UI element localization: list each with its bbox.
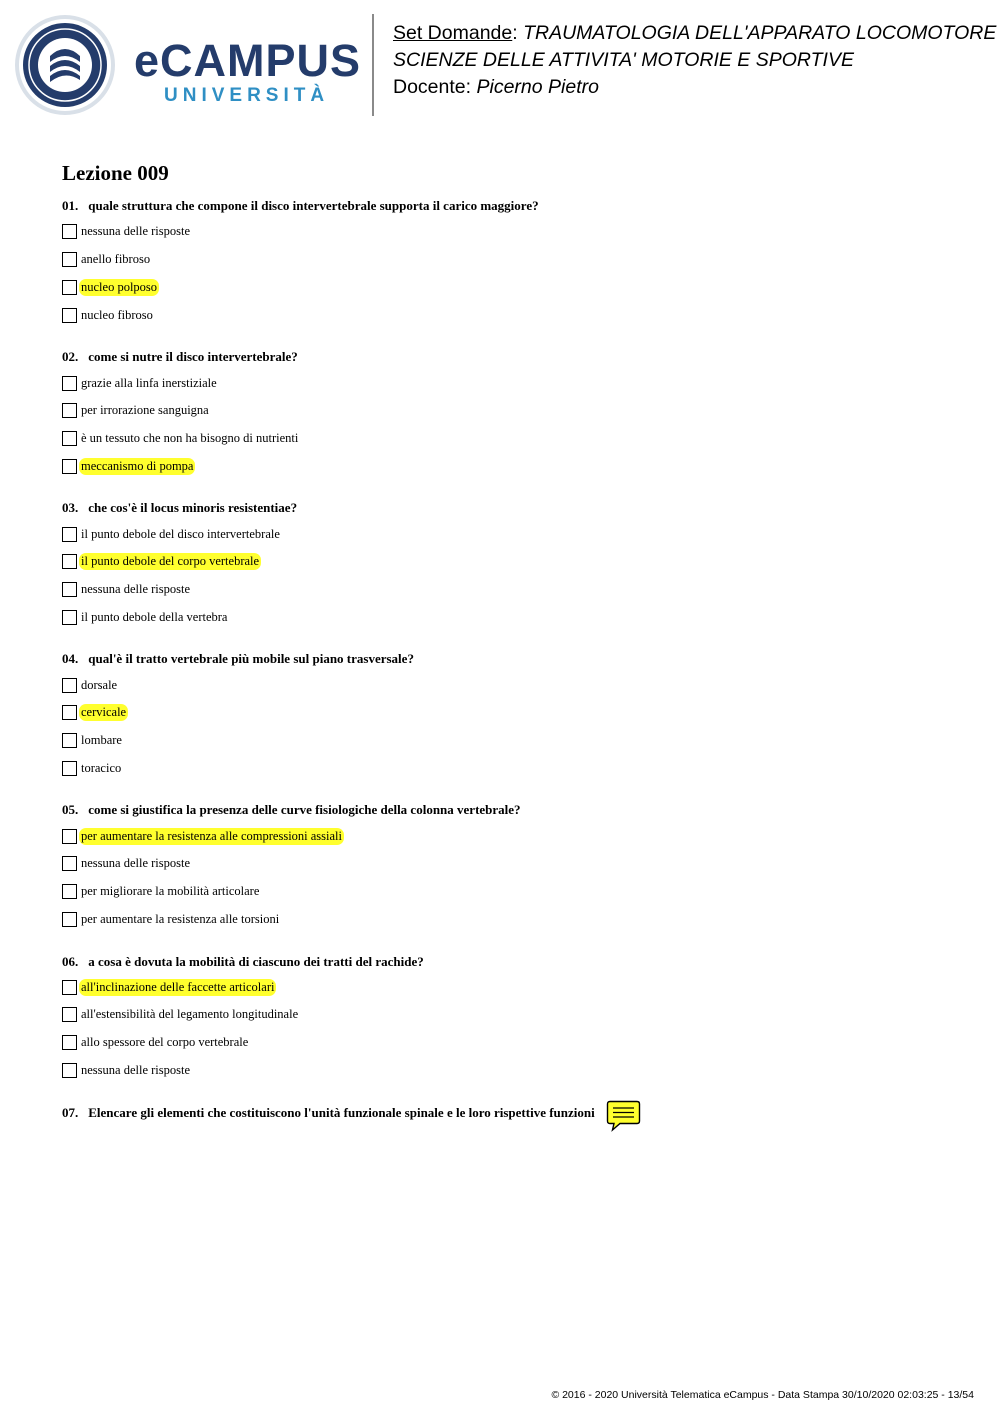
question-02 [62, 350, 298, 363]
checkbox[interactable] [62, 280, 77, 295]
degree-title: SCIENZE DELLE ATTIVITA' MOTORIE E SPORTIVE [393, 49, 854, 71]
header-divider [372, 14, 374, 116]
option-q05-a[interactable] [62, 828, 344, 845]
option-text: grazie alla linfa inerstiziale [81, 376, 217, 390]
option-q03-b[interactable] [62, 553, 261, 570]
question-number: 06. [62, 954, 79, 969]
question-text: a cosa è dovuta la mobilità di ciascuno dei tratti del rachide? [88, 954, 424, 969]
option-q06-b[interactable] [62, 1006, 300, 1023]
question-text: qual'è il tratto vertebrale più mobile sul piano trasversale? [88, 651, 414, 666]
option-q04-d[interactable] [62, 760, 123, 777]
checkbox[interactable] [62, 308, 77, 323]
page-footer: © 2016 - 2020 Università Telematica eCampus - Data Stampa 30/10/2020 02:03:25 - 13/54 [551, 1389, 974, 1401]
option-q06-c[interactable] [62, 1034, 250, 1051]
question-text: quale struttura che compone il disco intervertebrale supporta il carico maggiore? [88, 198, 539, 213]
option-text: nessuna delle risposte [81, 582, 191, 596]
checkbox[interactable] [62, 224, 77, 239]
option-text-highlighted: nucleo polposo [81, 280, 158, 294]
option-text: il punto debole della vertebra [81, 610, 228, 624]
checkbox[interactable] [62, 554, 77, 569]
checkbox[interactable] [62, 761, 77, 776]
question-number: 02. [62, 349, 79, 364]
question-03 [62, 501, 297, 514]
lesson-title: Lezione 009 [62, 161, 169, 185]
question-06 [62, 955, 424, 968]
option-text-highlighted: per aumentare la resistenza alle compressioni assiali [81, 829, 343, 843]
option-text: per migliorare la mobilità articolare [81, 884, 260, 898]
checkbox[interactable] [62, 884, 77, 899]
header-degree-line [393, 51, 854, 71]
option-q03-d[interactable] [62, 609, 229, 626]
option-q02-c[interactable] [62, 430, 300, 447]
option-text: per aumentare la resistenza alle torsioni [81, 912, 280, 926]
question-number: 03. [62, 500, 79, 515]
option-text: anello fibroso [81, 252, 151, 266]
option-text-highlighted: cervicale [81, 705, 127, 719]
question-07 [62, 1106, 595, 1119]
option-q06-d[interactable] [62, 1062, 192, 1079]
header-set-line: Set Domande: TRAUMATOLOGIA DELL'APPARATO LOCOMOTORE [393, 22, 997, 44]
checkbox[interactable] [62, 829, 77, 844]
option-text-highlighted: meccanismo di pompa [81, 459, 194, 473]
course-title: TRAUMATOLOGIA DELL'APPARATO LOCOMOTORE [523, 22, 997, 44]
option-text: è un tessuto che non ha bisogno di nutrienti [81, 431, 299, 445]
option-q01-c[interactable] [62, 279, 159, 296]
question-number: 05. [62, 802, 79, 817]
header-teacher-line [393, 78, 599, 98]
checkbox[interactable] [62, 733, 77, 748]
checkbox[interactable] [62, 1007, 77, 1022]
question-text: che cos'è il locus minoris resistentiae? [88, 500, 298, 515]
teacher-name: Picerno Pietro [476, 76, 599, 98]
ecampus-seal-logo [14, 14, 116, 116]
option-text: dorsale [81, 678, 118, 692]
option-q02-b[interactable] [62, 402, 211, 419]
option-q05-c[interactable] [62, 883, 261, 900]
checkbox[interactable] [62, 1063, 77, 1078]
option-text: per irrorazione sanguigna [81, 403, 209, 417]
option-q04-c[interactable] [62, 732, 124, 749]
option-q04-a[interactable] [62, 677, 119, 694]
option-text: nessuna delle risposte [81, 224, 191, 238]
set-label: Set Domande [393, 22, 513, 44]
question-number: 04. [62, 651, 79, 666]
comment-icon[interactable] [606, 1100, 641, 1132]
question-text: come si nutre il disco intervertebrale? [88, 349, 298, 364]
checkbox[interactable] [62, 705, 77, 720]
logo-sub: UNIVERSITÀ [164, 85, 330, 106]
option-q03-a[interactable] [62, 526, 282, 543]
teacher-label: Docente: [393, 76, 472, 98]
option-q05-d[interactable] [62, 911, 281, 928]
option-text: allo spessore del corpo vertebrale [81, 1035, 249, 1049]
logo-word: eCAMPUS [134, 35, 362, 86]
option-text-highlighted: il punto debole del corpo vertebrale [81, 554, 260, 568]
checkbox[interactable] [62, 980, 77, 995]
checkbox[interactable] [62, 252, 77, 267]
option-q03-c[interactable] [62, 581, 192, 598]
option-text: il punto debole del disco intervertebrale [81, 527, 280, 541]
option-q06-a[interactable] [62, 979, 276, 996]
checkbox[interactable] [62, 912, 77, 927]
question-05 [62, 803, 521, 816]
question-text: come si giustifica la presenza delle curve fisiologiche della colonna vertebrale? [88, 802, 521, 817]
checkbox[interactable] [62, 856, 77, 871]
question-04 [62, 652, 414, 665]
option-q01-b[interactable] [62, 251, 152, 268]
checkbox[interactable] [62, 403, 77, 418]
checkbox[interactable] [62, 678, 77, 693]
option-text: toracico [81, 761, 122, 775]
question-01 [62, 199, 539, 212]
option-q02-a[interactable] [62, 375, 219, 392]
ecampus-wordmark-logo [134, 35, 362, 114]
option-text: lombare [81, 733, 122, 747]
checkbox[interactable] [62, 582, 77, 597]
option-q01-a[interactable] [62, 223, 192, 240]
option-text: nucleo fibroso [81, 308, 153, 322]
option-text: all'estensibilità del legamento longitudinale [81, 1007, 299, 1021]
checkbox[interactable] [62, 610, 77, 625]
question-text: Elencare gli elementi che costituiscono l'unità funzionale spinale e le loro rispettive funzioni [88, 1105, 595, 1120]
checkbox[interactable] [62, 376, 77, 391]
checkbox[interactable] [62, 1035, 77, 1050]
question-number: 07. [62, 1105, 79, 1120]
option-q02-d[interactable] [62, 458, 195, 475]
option-text-highlighted: all'inclinazione delle faccette articolari [81, 980, 275, 994]
option-q04-b[interactable] [62, 704, 128, 721]
option-q01-d[interactable] [62, 307, 155, 324]
option-q05-b[interactable] [62, 855, 192, 872]
option-text: nessuna delle risposte [81, 856, 191, 870]
checkbox[interactable] [62, 431, 77, 446]
checkbox[interactable] [62, 459, 77, 474]
checkbox[interactable] [62, 527, 77, 542]
option-text: nessuna delle risposte [81, 1063, 191, 1077]
question-number: 01. [62, 198, 79, 213]
